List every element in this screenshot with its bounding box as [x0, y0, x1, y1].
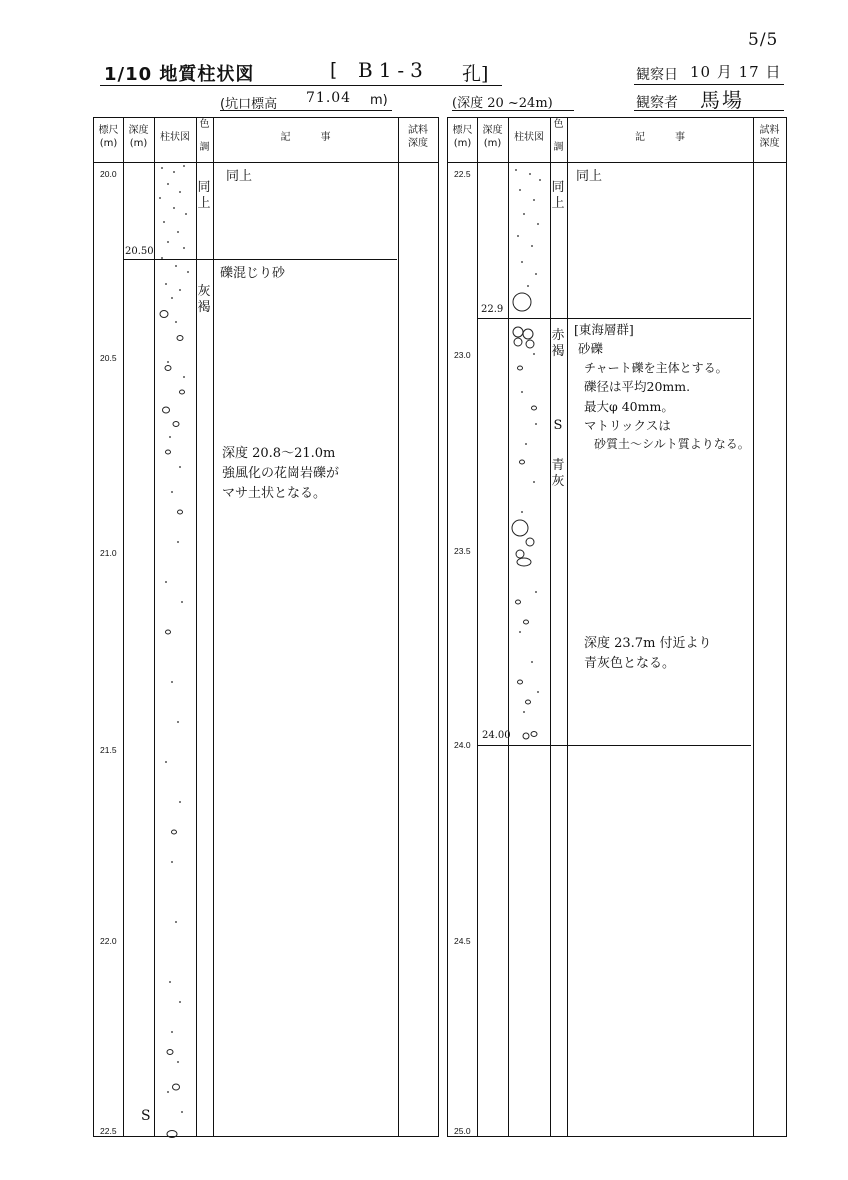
observer-underline [634, 110, 784, 111]
note-text: [東海層群] 砂礫 チャート礫を主体とする。 礫径は平均20mm. 最大φ 40mm。 マトリックスは 砂質土～シルト質よりなる。 [574, 322, 750, 452]
elevation-label: (坑口標高 [220, 97, 278, 112]
left-log-panel [93, 117, 439, 1137]
scale-tick: 20.5 [100, 353, 117, 363]
note-text: 深度 20.8～21.0m 強風化の花崗岩礫が マサ土状となる。 [222, 446, 340, 502]
bracket-open: [ [330, 59, 338, 81]
hole-suffix: 孔] [462, 63, 489, 85]
header-sample: 試料 深度 [759, 125, 780, 149]
bottom-mark: S [141, 1108, 151, 1124]
depth-range: (深度 20 ~24m) [452, 96, 553, 111]
hole-name: B1-3 [358, 58, 429, 82]
scale-tick: 23.0 [454, 350, 471, 360]
scale-title: 1/10 地質柱状図 [104, 64, 255, 85]
note-text: 深度 23.7m 付近より 青灰色となる。 [584, 636, 712, 672]
color-label: 灰 褐 [197, 284, 211, 316]
observer-label: 観察者 [636, 95, 678, 111]
scale-tick: 24.0 [454, 740, 471, 750]
note-text: 礫混じり砂 [220, 266, 286, 281]
depth-mark: 22.9 [481, 304, 504, 315]
scale-tick: 21.0 [100, 548, 117, 558]
layer-boundary [477, 745, 751, 746]
lithology-column-right [508, 162, 550, 745]
color-label: 同 上 [551, 180, 565, 212]
lithology-column-left [154, 162, 196, 1138]
header-column: 柱状図 [514, 132, 544, 143]
color-label: 赤 褐 [551, 328, 565, 360]
header-notes: 記 事 [635, 132, 685, 143]
title-underline [100, 85, 502, 86]
note-text: 同上 [226, 169, 253, 184]
header-column: 柱状図 [160, 132, 190, 143]
header-depth: 深度 (m) [128, 125, 149, 149]
observer-name: 馬場 [700, 88, 744, 112]
header-color: 色 調 [199, 119, 210, 153]
depth-mark: 20.50 [125, 246, 154, 257]
color-range-mark: S [553, 418, 563, 433]
elevation-unit: m) [370, 93, 388, 108]
elevation-underline [220, 110, 392, 111]
scale-tick: 22.0 [100, 936, 117, 946]
depth-range-underline [452, 110, 574, 111]
observed-label: 観察日 [636, 67, 678, 83]
color-label: 同 上 [197, 180, 211, 212]
scale-tick: 22.5 [100, 1126, 117, 1136]
header-scale: 標尺 (m) [452, 125, 473, 149]
scale-tick: 20.0 [100, 169, 117, 179]
depth-mark: 24.00 [482, 730, 511, 741]
note-text: 同上 [576, 169, 603, 184]
scale-tick: 25.0 [454, 1126, 471, 1136]
scale-tick: 24.5 [454, 936, 471, 946]
observed-date: 10 月 17 日 [690, 63, 782, 81]
header-scale: 標尺 (m) [98, 125, 119, 149]
header-depth: 深度 (m) [482, 125, 503, 149]
scale-tick: 23.5 [454, 546, 471, 556]
color-label: 青 灰 [551, 458, 565, 490]
scale-tick: 21.5 [100, 745, 117, 755]
scale-tick: 22.5 [454, 169, 471, 179]
elevation-value: 71.04 [306, 90, 352, 106]
header-color: 色 調 [553, 119, 564, 153]
page-number: 5/5 [748, 30, 779, 50]
right-log-panel [447, 117, 787, 1137]
header-sample: 試料 深度 [408, 125, 428, 149]
header-notes: 記 事 [280, 132, 331, 143]
